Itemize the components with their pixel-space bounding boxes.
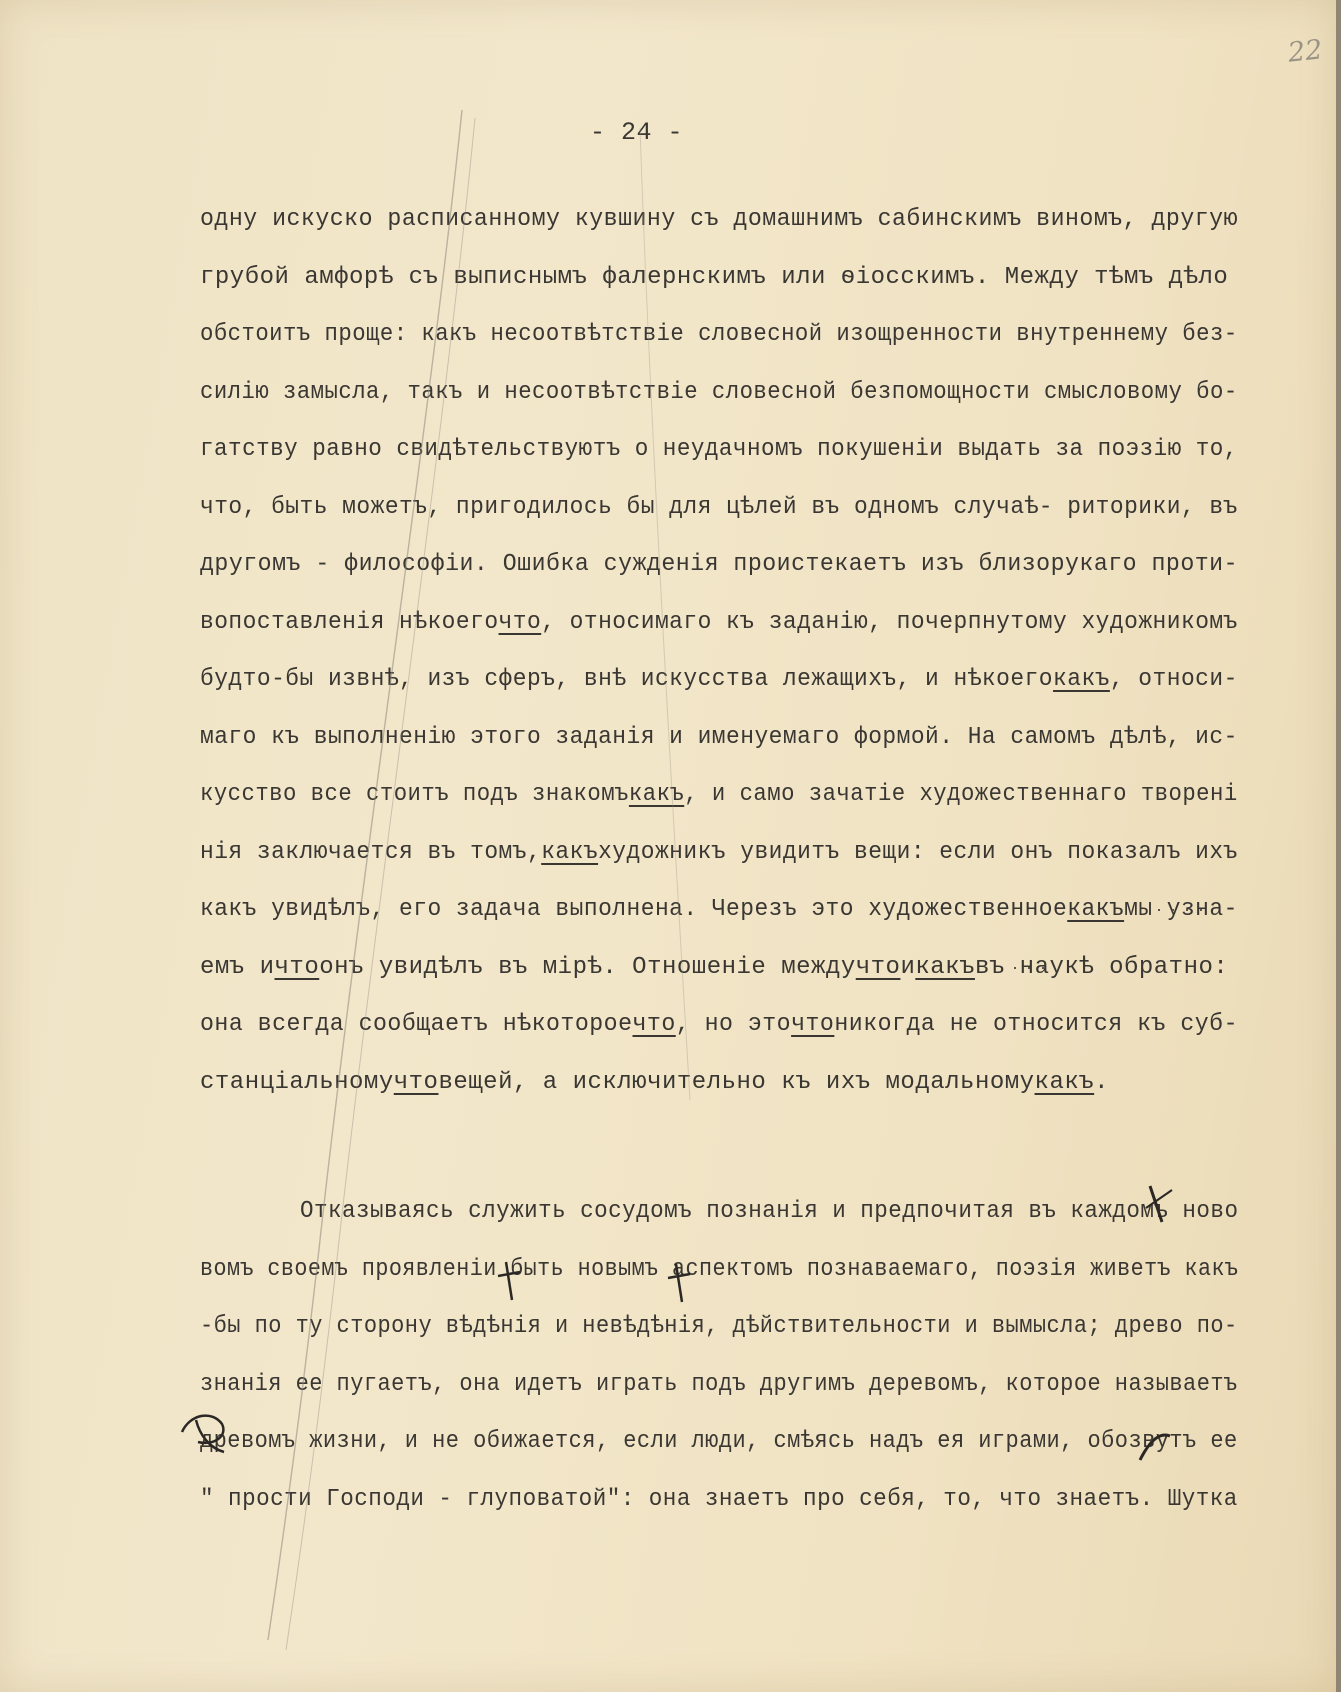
text-segment: что, быть можетъ, пригодилось бы для цѣлей въ одномъ случаѣ- риторики, въ xyxy=(200,494,1238,521)
text-line xyxy=(200,839,1238,866)
text-segment: Отказываясь служить сосудомъ познанія и предпочитая въ каждомъ ново xyxy=(300,1198,1239,1225)
text-line xyxy=(200,1313,1238,1340)
text-segment: нія заключается въ томъ, xyxy=(200,839,542,866)
underlined-word: что xyxy=(274,954,320,981)
underlined-word: какъ xyxy=(1067,896,1125,923)
underlined-word: что xyxy=(855,954,901,981)
text-line xyxy=(200,1069,1109,1096)
text-segment: вопоставленія нѣкоего xyxy=(200,609,499,636)
archive-page-number: 22 xyxy=(1286,34,1324,69)
text-segment: , относимаго къ заданію, почерпнутому художникомъ xyxy=(541,609,1238,636)
underlined-word: какъ xyxy=(1034,1069,1095,1096)
text-segment: она всегда сообщаетъ нѣкоторое xyxy=(200,1011,633,1038)
text-line xyxy=(200,1486,1238,1513)
text-line xyxy=(200,1011,1238,1038)
text-segment: емъ и xyxy=(200,954,275,981)
text-segment: грубой амфорѣ съ выписнымъ фалернскимъ или ѳіосскимъ. Между тѣмъ дѣло xyxy=(200,264,1229,291)
text-segment: другомъ - философіи. Ошибка сужденія проистекаетъ изъ близорукаго проти- xyxy=(200,551,1238,578)
page-number: - 24 - xyxy=(590,118,684,147)
text-segment: мы узна- xyxy=(1124,896,1238,923)
text-line xyxy=(200,551,1238,578)
text-line xyxy=(200,379,1238,406)
text-segment: вещей, а исключительно къ ихъ модальному xyxy=(438,1069,1035,1096)
text-line xyxy=(300,1198,1238,1225)
underlined-word: какъ xyxy=(541,839,599,866)
text-segment: одну искуско расписанному кувшину съ домашнимъ сабинскимъ виномъ, другую xyxy=(200,206,1238,233)
text-segment: никогда не относится къ суб- xyxy=(834,1011,1239,1038)
text-line xyxy=(200,781,1238,808)
text-line xyxy=(200,609,1238,636)
text-segment: " прости Господи - глуповатой": она знаетъ про себя, то, что знаетъ. Шутка xyxy=(200,1486,1238,1513)
text-line xyxy=(200,724,1238,751)
text-segment: -бы по ту сторону вѣдѣнія и невѣдѣнія, дѣйствительности и вымысла; древо по- xyxy=(200,1313,1238,1340)
underlined-word: что xyxy=(498,609,542,636)
underlined-word: что xyxy=(791,1011,835,1038)
text-segment: и xyxy=(900,954,916,981)
text-line xyxy=(200,206,1238,233)
text-segment: , относи- xyxy=(1109,666,1238,693)
underlined-word: какъ xyxy=(1053,666,1110,693)
text-line xyxy=(200,494,1238,521)
text-segment: обстоитъ проще: какъ несоотвѣтствіе словесной изощренности внутреннему без- xyxy=(200,321,1238,348)
text-segment: знанія ее пугаетъ, она идетъ играть подъ другимъ деревомъ, которое называетъ xyxy=(200,1371,1238,1398)
text-line xyxy=(200,1428,1238,1455)
text-segment: какъ увидѣлъ, его задача выполнена. Черезъ это художественное xyxy=(200,896,1068,923)
text-line xyxy=(200,1371,1238,1398)
text-segment: будто-бы извнѣ, изъ сферъ, внѣ искусства лежащихъ, и нѣкоего xyxy=(200,666,1054,693)
text-segment: силію замысла, такъ и несоотвѣтствіе словесной безпомощности смысловому бо- xyxy=(200,379,1238,406)
underlined-word: какъ xyxy=(628,781,685,808)
text-segment: . xyxy=(1094,1069,1110,1096)
text-line xyxy=(200,954,1228,981)
text-segment: въ наукѣ обратно: xyxy=(974,954,1229,981)
text-segment: , и само зачатіе художественнаго творені xyxy=(684,781,1238,808)
underlined-word: что xyxy=(393,1069,439,1096)
text-segment: кусство все стоитъ подъ знакомъ xyxy=(200,781,629,808)
underlined-word: какъ xyxy=(915,954,975,981)
text-segment: древомъ жизни, и не обижается, если люди, смѣясь надъ ея играми, обозвутъ ее xyxy=(200,1428,1238,1455)
text-line xyxy=(200,321,1238,348)
text-line xyxy=(200,1256,1238,1283)
text-segment: онъ увидѣлъ въ мірѣ. Отношеніе между xyxy=(319,954,856,981)
text-line xyxy=(200,666,1238,693)
text-line xyxy=(200,896,1238,923)
text-segment: станціальному xyxy=(200,1069,394,1096)
text-line xyxy=(200,264,1228,291)
text-segment: гатству равно свидѣтельствуютъ о неудачномъ покушеніи выдать за поэзію то, xyxy=(200,436,1238,463)
text-line xyxy=(200,436,1238,463)
text-segment: маго къ выполненію этого заданія и именуемаго формой. На самомъ дѣлѣ, ис- xyxy=(200,724,1238,751)
text-segment: , но это xyxy=(675,1011,792,1038)
text-segment: художникъ увидитъ вещи: если онъ показалъ ихъ xyxy=(598,839,1238,866)
underlined-word: что xyxy=(632,1011,676,1038)
text-segment: вомъ своемъ проявленіи быть новымъ аспектомъ познаваемаго, поэзія живетъ какъ xyxy=(200,1256,1239,1283)
